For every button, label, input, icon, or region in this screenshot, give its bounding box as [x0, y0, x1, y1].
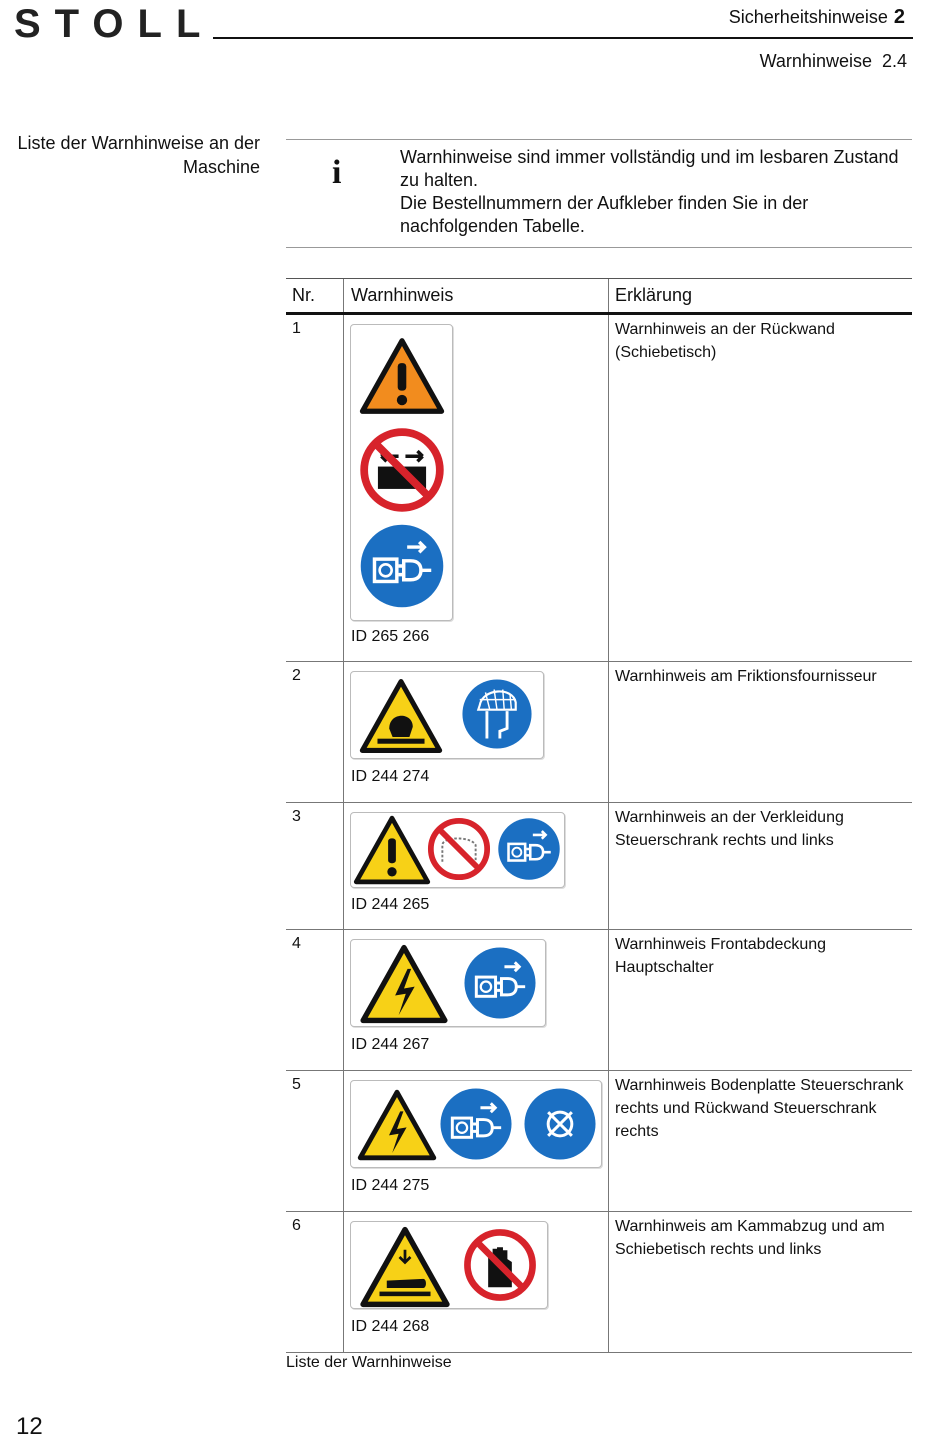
electrical-hazard-icon [357, 1089, 437, 1161]
unplug-mains-icon [359, 523, 445, 609]
sticker-id: ID 244 275 [351, 1177, 430, 1194]
sticker-id: ID 244 268 [351, 1318, 430, 1335]
general-warning-icon [359, 337, 445, 415]
chapter-title: Sicherheitshinweise [728, 7, 888, 27]
side-label: Liste der Warnhinweise an der Maschine [17, 133, 260, 177]
table-row [286, 662, 912, 803]
page-number: 12 [16, 1413, 43, 1440]
hand-crush-warning-icon [359, 1226, 451, 1308]
sticker-id: ID 244 274 [351, 768, 430, 785]
warning-table [286, 278, 912, 1353]
row-explanation: Warnhinweis Frontabdeckung Hauptschalter [615, 936, 827, 976]
header-warnhinweis: Warnhinweis [351, 285, 454, 305]
unplug-mains-icon [497, 817, 561, 881]
sticker-244267 [350, 939, 546, 1027]
note-line-2: Die Bestellnummern der Aufkleber finden Sie in der nachfolgenden Tabelle. [400, 193, 809, 236]
row-explanation: Warnhinweis am Kammabzug und am Schiebetisch rechts und links [615, 1218, 885, 1258]
entanglement-warning-icon [359, 678, 443, 754]
general-warning-icon [353, 815, 431, 885]
header-erklaerung: Erklärung [615, 285, 693, 305]
no-sliding-table-icon [359, 427, 445, 513]
chapter-number: 2 [893, 6, 905, 28]
unplug-mains-icon [439, 1087, 513, 1161]
sticker-244274 [350, 671, 544, 759]
header-rule [213, 37, 913, 39]
chapter-heading [729, 6, 905, 29]
section-heading: Warnhinweise 2.4 [759, 51, 907, 71]
row-nr: 2 [292, 667, 301, 684]
row-nr: 5 [292, 1076, 301, 1093]
sticker-244275 [350, 1080, 602, 1168]
note-line-1: Warnhinweise sind immer vollständig und im lesbaren Zustand zu halten. [400, 147, 899, 190]
no-touch-icon [463, 1228, 537, 1302]
no-opening-cover-icon [427, 817, 491, 881]
row-explanation: Warnhinweis Bodenplatte Steuerschrank rechts und Rückwand Steuerschrank rechts [615, 1077, 904, 1140]
row-nr: 4 [292, 935, 301, 952]
table-row [286, 803, 912, 930]
row-explanation: Warnhinweis an der Verkleidung Steuerschrank rechts und links [615, 809, 844, 849]
sticker-id: ID 244 267 [351, 1036, 430, 1053]
sticker-id: ID 244 265 [351, 896, 430, 913]
electrical-hazard-icon [359, 944, 449, 1024]
sticker-265266 [350, 324, 453, 621]
table-row [286, 1212, 912, 1353]
row-nr: 1 [292, 320, 301, 337]
unplug-mains-icon [463, 946, 537, 1020]
sticker-244265 [350, 812, 565, 888]
row-nr: 6 [292, 1217, 301, 1234]
table-row [286, 930, 912, 1071]
stoll-logo: STOLL [14, 2, 215, 46]
table-caption: Liste der Warnhinweise [286, 1354, 452, 1371]
disconnect-earth-icon [523, 1087, 597, 1161]
row-explanation: Warnhinweis an der Rückwand (Schiebetisch) [615, 321, 835, 361]
row-nr: 3 [292, 808, 301, 825]
info-note [286, 139, 912, 248]
info-icon: i [332, 154, 342, 191]
table-row [286, 1071, 912, 1212]
sticker-id: ID 265 266 [351, 628, 430, 645]
table-row [286, 315, 912, 662]
sticker-244268 [350, 1221, 548, 1309]
header-nr: Nr. [292, 285, 316, 305]
table-header [286, 278, 912, 315]
note-text [400, 146, 900, 238]
row-explanation: Warnhinweis am Friktionsfournisseur [615, 668, 877, 685]
hairnet-required-icon [461, 678, 533, 750]
